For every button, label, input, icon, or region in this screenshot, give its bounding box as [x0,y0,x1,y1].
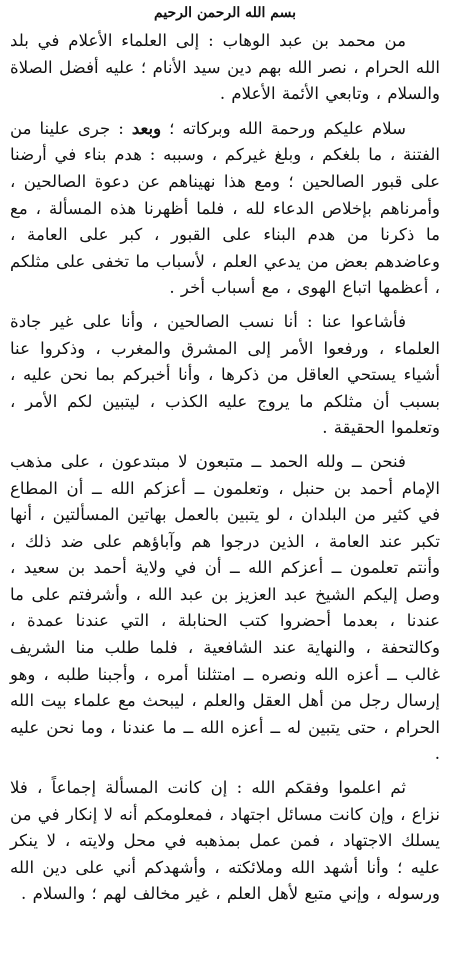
paragraph-text: فأشاعوا عنا : أنا نسب الصالحين ، وأنا على غير جادة العلماء ، ورفعوا الأمر إلى المشرق والمغرب ، وذكروا عنا أشياء يستحي العاقل من ذكرها ، وأنا أخبركم بما نحن عليه ، بسبب أن مثلكم ما يروج عليه الكذب ، ليتبين لكم الأمر ، وتعلموا الحقيقة . [10,311,440,438]
paragraph-sender [10,28,440,108]
paragraph-lead: سلام عليكم ورحمة الله وبركاته ؛ [161,118,407,138]
paragraph-closing [10,775,440,908]
paragraph-creed [10,449,440,768]
paragraph-text: من محمد بن عبد الوهاب : إلى العلماء الأعلام في بلد الله الحرام ، نصر الله بهم دين سيد الأنام ؛ عليه أفضل الصلاة والسلام ، وتابعي الأئمة الأعلام . [10,31,440,104]
paragraph-text: ثم اعلموا وفقكم الله : إن كانت المسألة إجماعاً ، فلا نزاع ، وإن كانت مسائل اجتهاد ، فمعلومكم أنه لا إنكار في من يسلك الاجتهاد ، فمن عمل بمذهبه في محل ولايته ، لا ينكر عليه ؛ وأنا أشهد الله وملائكته ، وأشهدكم أني على دين الله ورسوله ، وإني متبع لأهل العلم ، غير مخالف لهم ؛ والسلام . [10,778,440,904]
paragraph-rumors [10,309,440,442]
paragraph-greeting [10,115,440,302]
paragraph-text: : جرى علينا من الفتنة ، ما بلغكم ، وبلغ غيركم ، وسببه : هدم بناء في أرضنا على قبور الصالحين ؛ ومع هذا نهيناهم عن دعوة الصالحين ، وأمرناهم بإخلاص الدعاء لله ، فلما أظهرنا هذه المسألة ، مع ما ذكرنا من هدم البناء على القبور ، كبر على العامة ، وعاضدهم بعض من يدعي العلم ، لأسباب ما تخفى على مثلكم ، أعظمها اتباع الهوى ، مع أسباب أخر . [10,118,440,298]
basmala-heading: بسم الله الرحمن الرحيم [154,5,296,21]
paragraph-bold-word: وبعد [131,117,162,138]
paragraph-text: فنحن ــ ولله الحمد ــ متبعون لا مبتدعون ، على مذهب الإمام أحمد بن حنبل ، وتعلمون ــ أعزكم الله ــ أن المطاع في كثير من البلدان ، لو يتبين بالعمل بهاتين المسألتين ، أنها تكبر عند العامة ، الذين درجوا هم وآباؤهم على ضد ذلك ، وأنتم تعلمون ــ أعزكم الله ــ أن في ولاية أحمد بن سعيد ، وصل إليكم الشيخ عبد العزيز بن عبد الله ، وأشرفتم على ما عندنا ، بعدما أحضروا كتب الحنابلة ، التي عندنا عمدة ، وكالتحفة ، والنهاية عند الشافعية ، فلما طلب منا الشريف غالب ــ أعزه الله ونصره ــ امتثلنا أمره ، وأجبنا طلبه ، وهو إرسال رجل من أهل العقل والعلم ، ليبحث مع علماء بيت الله الحرام ، حتى يتبين له ــ أعزه الله ــ ما عندنا ، وما نحن عليه . [10,451,440,764]
